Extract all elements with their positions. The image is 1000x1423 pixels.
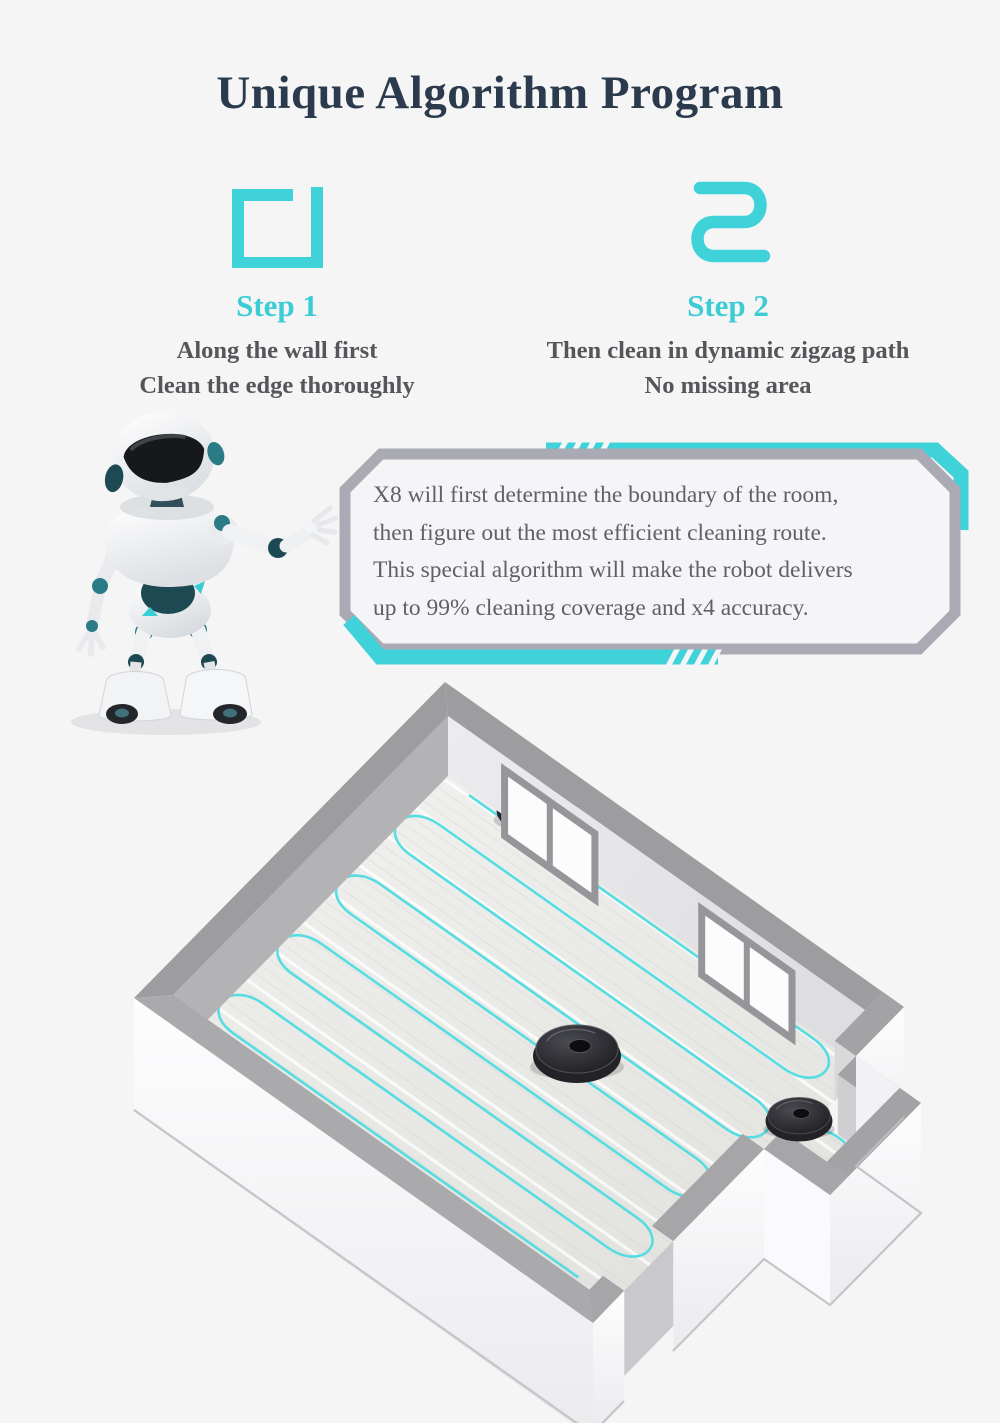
info-box-text (373, 477, 938, 627)
step-1-desc-line-1: Along the wall first (176, 337, 378, 364)
wall-follow-square-icon (230, 182, 325, 268)
info-line-3: This special algorithm will make the robot delivers (373, 557, 853, 583)
step-2-block (498, 182, 958, 403)
page-title: Unique Algorithm Program (216, 67, 784, 119)
step-1-description (42, 333, 512, 403)
step-1-block (42, 182, 512, 403)
info-line-2: then figure out the most efficient cleaning route. (373, 519, 827, 546)
info-box (330, 424, 975, 690)
info-line-4: up to 99% cleaning coverage and x4 accuracy. (373, 594, 809, 621)
zigzag-icon (498, 182, 958, 268)
room-isometric-illustration (0, 660, 1000, 1423)
step-2-desc-line-1: Then clean in dynamic zigzag path (546, 337, 910, 364)
step-2-description (498, 333, 958, 403)
wall-follow-icon (42, 182, 512, 268)
zigzag-path-icon (678, 179, 778, 271)
step-1-label: Step 1 (236, 288, 318, 323)
step-2-label: Step 2 (687, 288, 769, 323)
step-1-desc-line-2: Clean the edge thoroughly (139, 372, 415, 399)
step-2-desc-line-2: No missing area (644, 372, 812, 399)
info-line-1: X8 will first determine the boundary of the room, (373, 482, 839, 508)
